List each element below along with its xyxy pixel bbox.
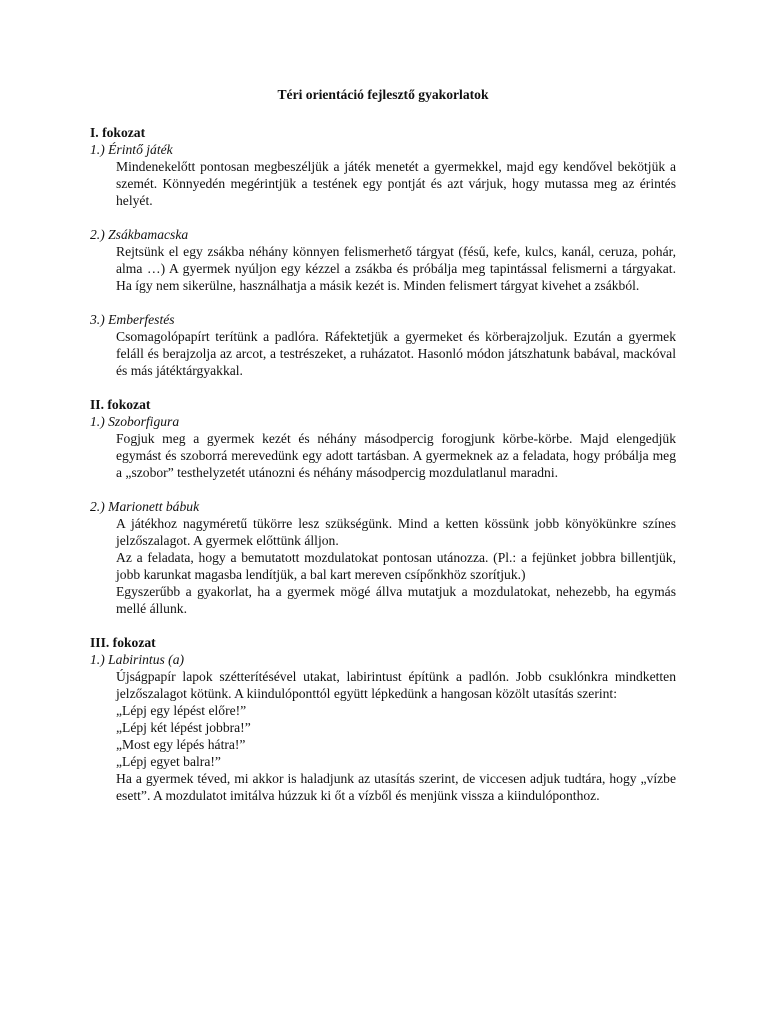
exercise-paragraph: Mindenekelőtt pontosan megbeszéljük a játék menetét a gyermekkel, majd egy kendővel bekötjük a szemét. Könnyedén megérintjük a testének egy pontját és azt várjuk, hogy mutassa meg az érintés helyét. xyxy=(116,159,676,208)
document-page xyxy=(90,86,676,821)
exercise-emberfestes xyxy=(90,311,676,379)
level-heading: III. fokozat xyxy=(90,635,156,650)
command-line: „Most egy lépés hátra!” xyxy=(116,737,246,752)
command-line: „Lépj egyet balra!” xyxy=(116,754,221,769)
exercise-paragraph: Fogjuk meg a gyermek kezét és néhány másodpercig forogjunk körbe-körbe. Majd elengedjük egymást és szoborrá merevedünk egy adott tartásban. A gyermeknek az a feladata, hogy próbálja meg a „szobor” testhelyzetét utánozni és néhány másodpercig mozdulatlanul maradni. xyxy=(116,431,676,480)
exercise-title: 1.) Labirintus (a) xyxy=(90,652,185,667)
exercise-paragraph: Egyszerűbb a gyakorlat, ha a gyermek mögé állva mutatjuk a mozdulatokat, nehezebb, ha egymás mellé állunk. xyxy=(116,584,676,616)
exercise-paragraph: Csomagolópapírt terítünk a padlóra. Ráfektetjük a gyermeket és körberajzoljuk. Ezután a gyermek feláll és berajzolja az arcot, a testrészeket, a ruházatot. Hasonló módon játszhatunk babával, mackóval és más játéktárgyakkal. xyxy=(116,329,676,378)
exercise-title: 2.) Zsákbamacska xyxy=(90,227,189,242)
exercise-paragraph: Az a feladata, hogy a bemutatott mozdulatokat pontosan utánozza. (Pl.: a fejünket jobbra billentjük, jobb karunkat magasba lendítjük, a bal kart mereven csípőnkhöz szorítjuk.) xyxy=(116,550,676,582)
exercise-title: 3.) Emberfestés xyxy=(90,312,175,327)
exercise-title: 2.) Marionett bábuk xyxy=(90,499,200,514)
exercise-paragraph: Rejtsünk el egy zsákba néhány könnyen felismerhető tárgyat (fésű, kefe, kulcs, kanál, ceruza, pohár, alma …) A gyermek nyúljon egy kézzel a zsákba és próbálja meg tapintással felismerni a tárgyakat. Ha így nem sikerülne, használhatja a másik kezét is. Minden felismert tárgyat kivehet a zsákból. xyxy=(116,244,676,293)
command-line: „Lépj egy lépést előre!” xyxy=(116,703,247,718)
level-heading: II. fokozat xyxy=(90,397,151,412)
command-line: „Lépj két lépést jobbra!” xyxy=(116,720,251,735)
level-2-section xyxy=(90,396,676,617)
level-heading: I. fokozat xyxy=(90,125,146,140)
exercise-szoborfigura xyxy=(90,413,676,481)
level-1-section xyxy=(90,124,676,379)
exercise-paragraph: Újságpapír lapok szétterítésével utakat, labirintust építünk a padlón. Jobb csuklónkra mindketten jelzőszalagot kötünk. A kiindulóponttól együtt lépkedünk a hangosan közölt utasítás szerint: xyxy=(116,669,676,701)
exercise-marionett-babuk xyxy=(90,498,676,617)
exercise-paragraph: Ha a gyermek téved, mi akkor is haladjunk az utasítás szerint, de viccesen adjuk tudtára, hogy „vízbe esett”. A mozdulatot imitálva húzzuk ki őt a vízből és menjünk vissza a kiindulóponthoz. xyxy=(116,771,676,803)
exercise-paragraph: A játékhoz nagyméretű tükörre lesz szükségünk. Mind a ketten kössünk jobb könyökünkre színes jelzőszalagot. A gyermek előttünk álljon. xyxy=(116,516,676,548)
document-title: Téri orientáció fejlesztő gyakorlatok xyxy=(277,87,489,102)
exercise-labirintus xyxy=(90,651,676,804)
exercise-title: 1.) Érintő játék xyxy=(90,142,173,157)
exercise-title: 1.) Szoborfigura xyxy=(90,414,180,429)
exercise-zsakbamacska xyxy=(90,226,676,294)
exercise-erinto-jatek xyxy=(90,141,676,209)
level-3-section xyxy=(90,634,676,804)
